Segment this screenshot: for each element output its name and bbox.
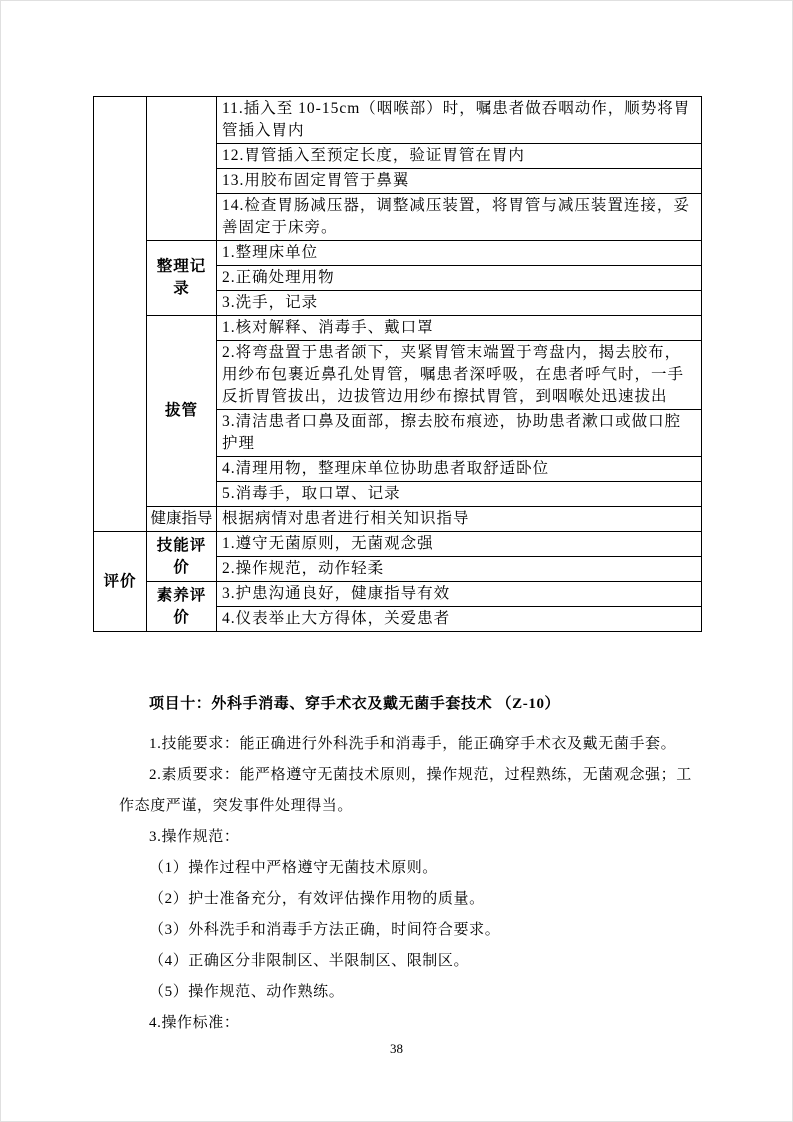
procedure-step: 根据病情对患者进行相关知识指导	[217, 507, 702, 532]
paragraph-spec-item-5: （5）操作规范、动作熟练。	[149, 984, 345, 1000]
paragraph-spec-item-1: （1）操作过程中严格遵守无菌技术原则。	[149, 860, 438, 876]
row-label-health-guidance: 健康指导	[147, 507, 217, 532]
procedure-step: 5.消毒手，取口罩、记录	[217, 482, 702, 507]
assessment-table	[93, 96, 702, 632]
paragraph-operation-standard-heading: 4.操作标准：	[149, 1015, 240, 1031]
procedure-step: 13.用胶布固定胃管于鼻翼	[217, 169, 702, 194]
row-label-skill-eval: 技能评价	[147, 532, 217, 582]
subcategory-cell-blank	[147, 97, 217, 241]
row-label-extubation: 拔管	[147, 316, 217, 507]
row-label-quality-eval: 素养评价	[147, 582, 217, 632]
table-row	[94, 241, 702, 266]
procedure-step: 14.检查胃肠减压器，调整减压装置，将胃管与减压装置连接，妥善固定于床旁。	[217, 194, 702, 241]
paragraph-operation-spec-heading: 3.操作规范：	[149, 829, 240, 845]
row-label-tidy-record: 整理记录	[147, 241, 217, 316]
page-number: 38	[390, 1041, 403, 1056]
procedure-step: 3.清洁患者口鼻及面部，擦去胶布痕迹，协助患者漱口或做口腔护理	[217, 410, 702, 457]
paragraph-spec-item-3: （3）外科洗手和消毒手方法正确，时间符合要求。	[149, 922, 501, 938]
table-row	[94, 316, 702, 341]
paragraph-skill-requirements: 1.技能要求：能正确进行外科洗手和消毒手，能正确穿手术衣及戴无菌手套。	[149, 736, 677, 752]
evaluation-item: 1.遵守无菌原则，无菌观念强	[217, 532, 702, 557]
paragraph-spec-item-2: （2）护士准备充分，有效评估操作用物的质量。	[149, 891, 485, 907]
table-row	[94, 532, 702, 557]
procedure-step: 4.清理用物，整理床单位协助患者取舒适卧位	[217, 457, 702, 482]
procedure-step: 3.洗手，记录	[217, 291, 702, 316]
table-row	[94, 507, 702, 532]
section-project-ten	[1, 689, 792, 1039]
evaluation-item: 3.护患沟通良好，健康指导有效	[217, 582, 702, 607]
category-cell-blank	[94, 97, 147, 532]
procedure-step: 11.插入至 10-15cm（咽喉部）时，嘱患者做吞咽动作，顺势将胃管插入胃内	[217, 97, 702, 144]
evaluation-item: 4.仪表举止大方得体，关爱患者	[217, 607, 702, 632]
procedure-step: 2.将弯盘置于患者颌下，夹紧胃管末端置于弯盘内，揭去胶布，用纱布包裹近鼻孔处胃管，嘱患者深呼吸，在患者呼气时，一手反折胃管拔出，边拔管边用纱布擦拭胃管，到咽喉处迅速拔出	[217, 341, 702, 410]
paragraph-quality-requirements: 2.素质要求：能严格遵守无菌技术原则，操作规范，过程熟练，无菌观念强；工作态度严谨，突发事件处理得当。	[119, 767, 692, 814]
paragraph-spec-item-4: （4）正确区分非限制区、半限制区、限制区。	[149, 953, 470, 969]
category-label-evaluation: 评价	[94, 532, 147, 632]
section-title: 项目十：外科手消毒、穿手术衣及戴无菌手套技术 （Z-10）	[149, 696, 561, 712]
table-row	[94, 582, 702, 607]
procedure-step: 1.核对解释、消毒手、戴口罩	[217, 316, 702, 341]
evaluation-item: 2.操作规范，动作轻柔	[217, 557, 702, 582]
procedure-step: 2.正确处理用物	[217, 266, 702, 291]
procedure-step: 12.胃管插入至预定长度，验证胃管在胃内	[217, 144, 702, 169]
procedure-step: 1.整理床单位	[217, 241, 702, 266]
table-row	[94, 97, 702, 144]
